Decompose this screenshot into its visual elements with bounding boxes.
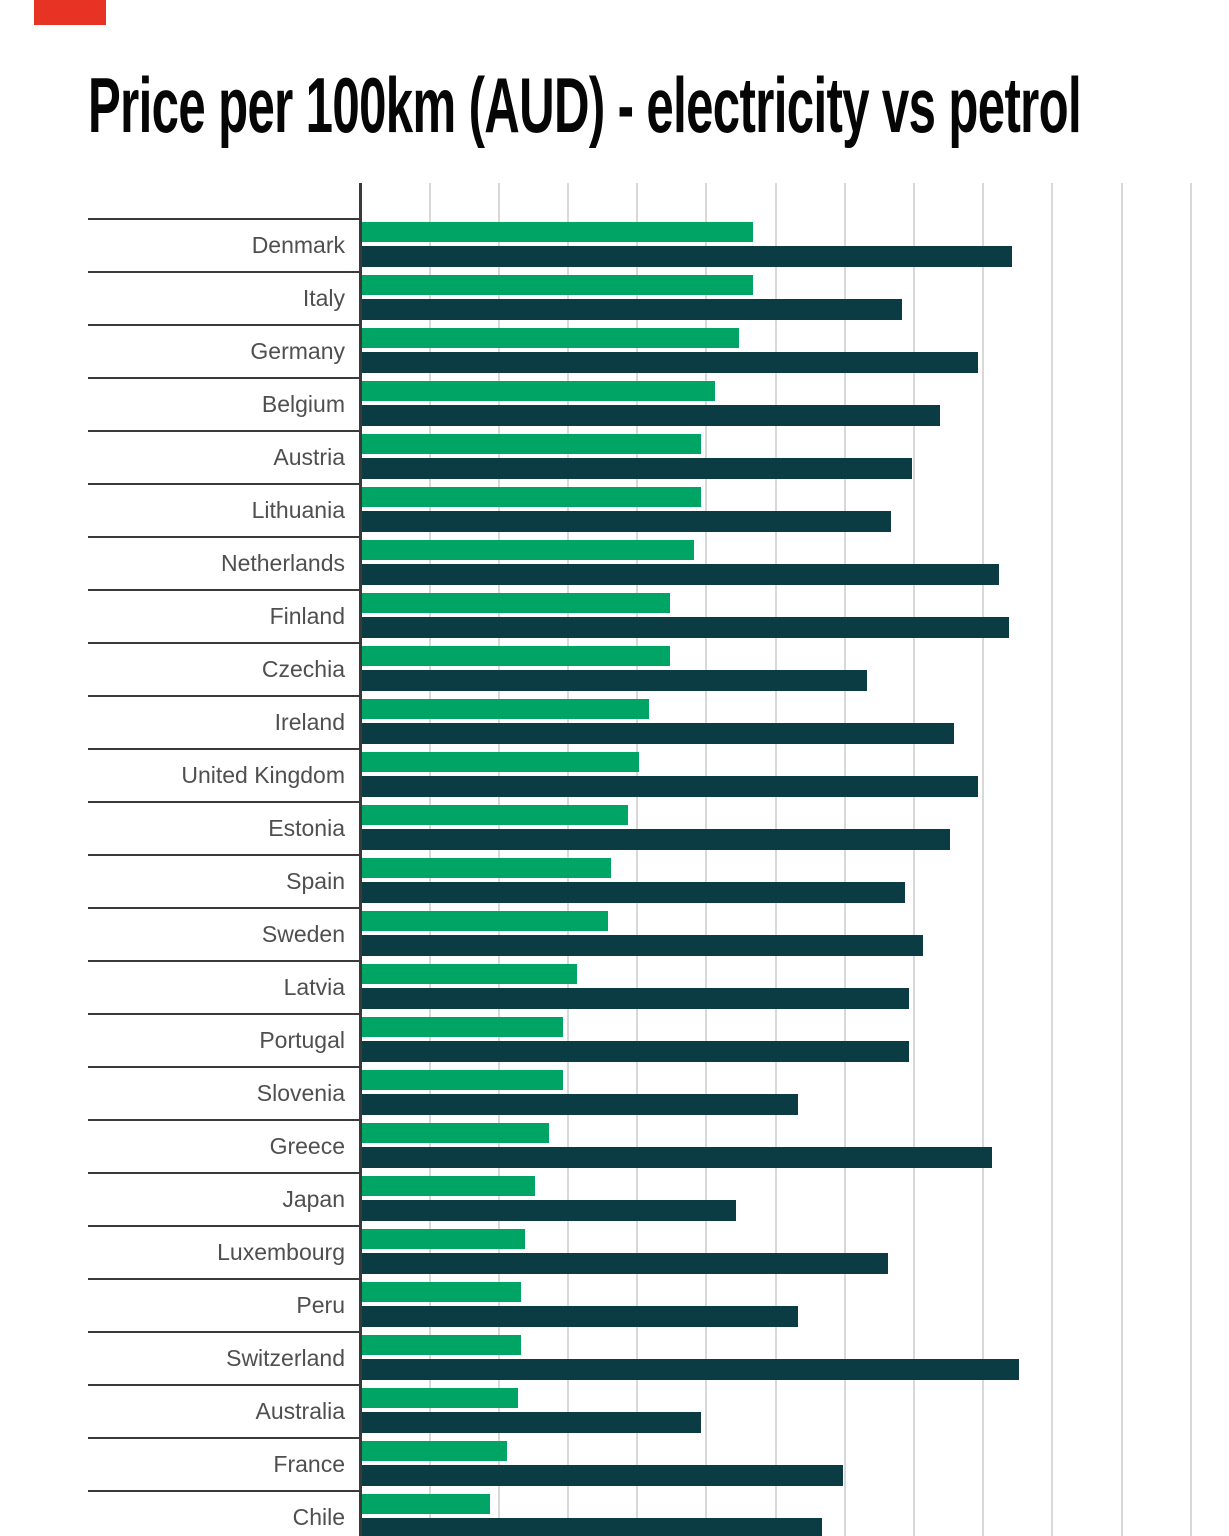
row-separator <box>88 960 362 962</box>
row-separator <box>88 801 362 803</box>
category-label: Austria <box>273 444 345 470</box>
category-label: Australia <box>255 1398 345 1424</box>
petrol-bar <box>362 1359 1019 1380</box>
electricity-bar <box>362 1176 535 1196</box>
row-separator <box>88 324 362 326</box>
row-separator <box>88 218 362 220</box>
row-separator <box>88 1066 362 1068</box>
row-separator <box>88 483 362 485</box>
gridline <box>844 183 846 1536</box>
petrol-bar <box>362 617 1009 638</box>
petrol-bar <box>362 246 1012 267</box>
electricity-bar <box>362 752 639 772</box>
gridline <box>913 183 915 1536</box>
electricity-bar <box>362 593 670 613</box>
petrol-bar <box>362 405 940 426</box>
row-separator <box>88 430 362 432</box>
category-label: Sweden <box>261 921 345 947</box>
electricity-bar <box>362 275 753 295</box>
category-label: Spain <box>286 868 345 894</box>
petrol-bar <box>362 1200 736 1221</box>
petrol-bar <box>362 1412 701 1433</box>
row-separator <box>88 1013 362 1015</box>
petrol-bar <box>362 670 867 691</box>
category-label: Peru <box>296 1292 345 1318</box>
row-separator <box>88 377 362 379</box>
electricity-bar <box>362 699 649 719</box>
electricity-bar <box>362 381 715 401</box>
gridline <box>775 183 777 1536</box>
petrol-bar <box>362 1041 909 1062</box>
petrol-bar <box>362 935 923 956</box>
petrol-bar <box>362 1518 822 1536</box>
row-separator <box>88 642 362 644</box>
category-label: Italy <box>302 285 345 311</box>
row-separator <box>88 1225 362 1227</box>
electricity-bar <box>362 964 577 984</box>
row-separator <box>88 1384 362 1386</box>
electricity-bar <box>362 1070 563 1090</box>
petrol-bar <box>362 299 902 320</box>
row-separator <box>88 1490 362 1492</box>
petrol-bar <box>362 1094 798 1115</box>
electricity-bar <box>362 434 701 454</box>
electricity-bar <box>362 1494 490 1514</box>
petrol-bar <box>362 352 978 373</box>
electricity-bar <box>362 1229 525 1249</box>
gridline <box>982 183 984 1536</box>
electricity-bar <box>362 1282 521 1302</box>
electricity-bar <box>362 540 694 560</box>
petrol-bar <box>362 1465 843 1486</box>
petrol-bar <box>362 988 909 1009</box>
category-label: Estonia <box>268 815 345 841</box>
gridline <box>1121 183 1123 1536</box>
category-label: Luxembourg <box>217 1239 345 1265</box>
row-separator <box>88 1119 362 1121</box>
category-label: Portugal <box>259 1027 345 1053</box>
petrol-bar <box>362 458 912 479</box>
category-label: Finland <box>269 603 345 629</box>
electricity-bar <box>362 805 628 825</box>
petrol-bar <box>362 1306 798 1327</box>
electricity-bar <box>362 911 608 931</box>
category-label: Lithuania <box>251 497 345 523</box>
category-label: Chile <box>292 1504 345 1530</box>
row-separator <box>88 907 362 909</box>
category-label: Czechia <box>261 656 345 682</box>
gridline <box>1051 183 1053 1536</box>
electricity-bar <box>362 646 670 666</box>
petrol-bar <box>362 882 905 903</box>
electricity-bar <box>362 222 753 242</box>
petrol-bar <box>362 1147 992 1168</box>
electricity-bar <box>362 1123 549 1143</box>
page-title: Price per 100km (AUD) - electricity vs petrol <box>88 61 1082 149</box>
electricity-bar <box>362 858 611 878</box>
row-separator <box>88 589 362 591</box>
petrol-bar <box>362 1253 888 1274</box>
petrol-bar <box>362 829 950 850</box>
electricity-bar <box>362 1441 507 1461</box>
gridline <box>1190 183 1192 1536</box>
petrol-bar <box>362 776 978 797</box>
category-label: Latvia <box>283 974 345 1000</box>
category-label: Ireland <box>274 709 345 735</box>
electricity-bar <box>362 1017 563 1037</box>
electricity-bar <box>362 1335 521 1355</box>
electricity-bar <box>362 487 701 507</box>
category-label: Germany <box>250 338 345 364</box>
row-separator <box>88 1437 362 1439</box>
row-separator <box>88 1331 362 1333</box>
petrol-bar <box>362 511 891 532</box>
electricity-bar <box>362 1388 518 1408</box>
row-separator <box>88 854 362 856</box>
electricity-bar <box>362 328 739 348</box>
row-separator <box>88 271 362 273</box>
row-separator <box>88 748 362 750</box>
row-separator <box>88 1278 362 1280</box>
category-label: Slovenia <box>256 1080 345 1106</box>
category-label: Denmark <box>251 232 345 258</box>
row-separator <box>88 536 362 538</box>
category-label: Belgium <box>261 391 345 417</box>
category-label: Switzerland <box>226 1345 345 1371</box>
category-label: United Kingdom <box>181 762 345 788</box>
petrol-bar <box>362 723 954 744</box>
category-label: Greece <box>269 1133 345 1159</box>
petrol-bar <box>362 564 999 585</box>
category-label: Japan <box>282 1186 345 1212</box>
category-label: Netherlands <box>220 550 345 576</box>
row-separator <box>88 695 362 697</box>
row-separator <box>88 1172 362 1174</box>
category-label: France <box>273 1451 345 1477</box>
